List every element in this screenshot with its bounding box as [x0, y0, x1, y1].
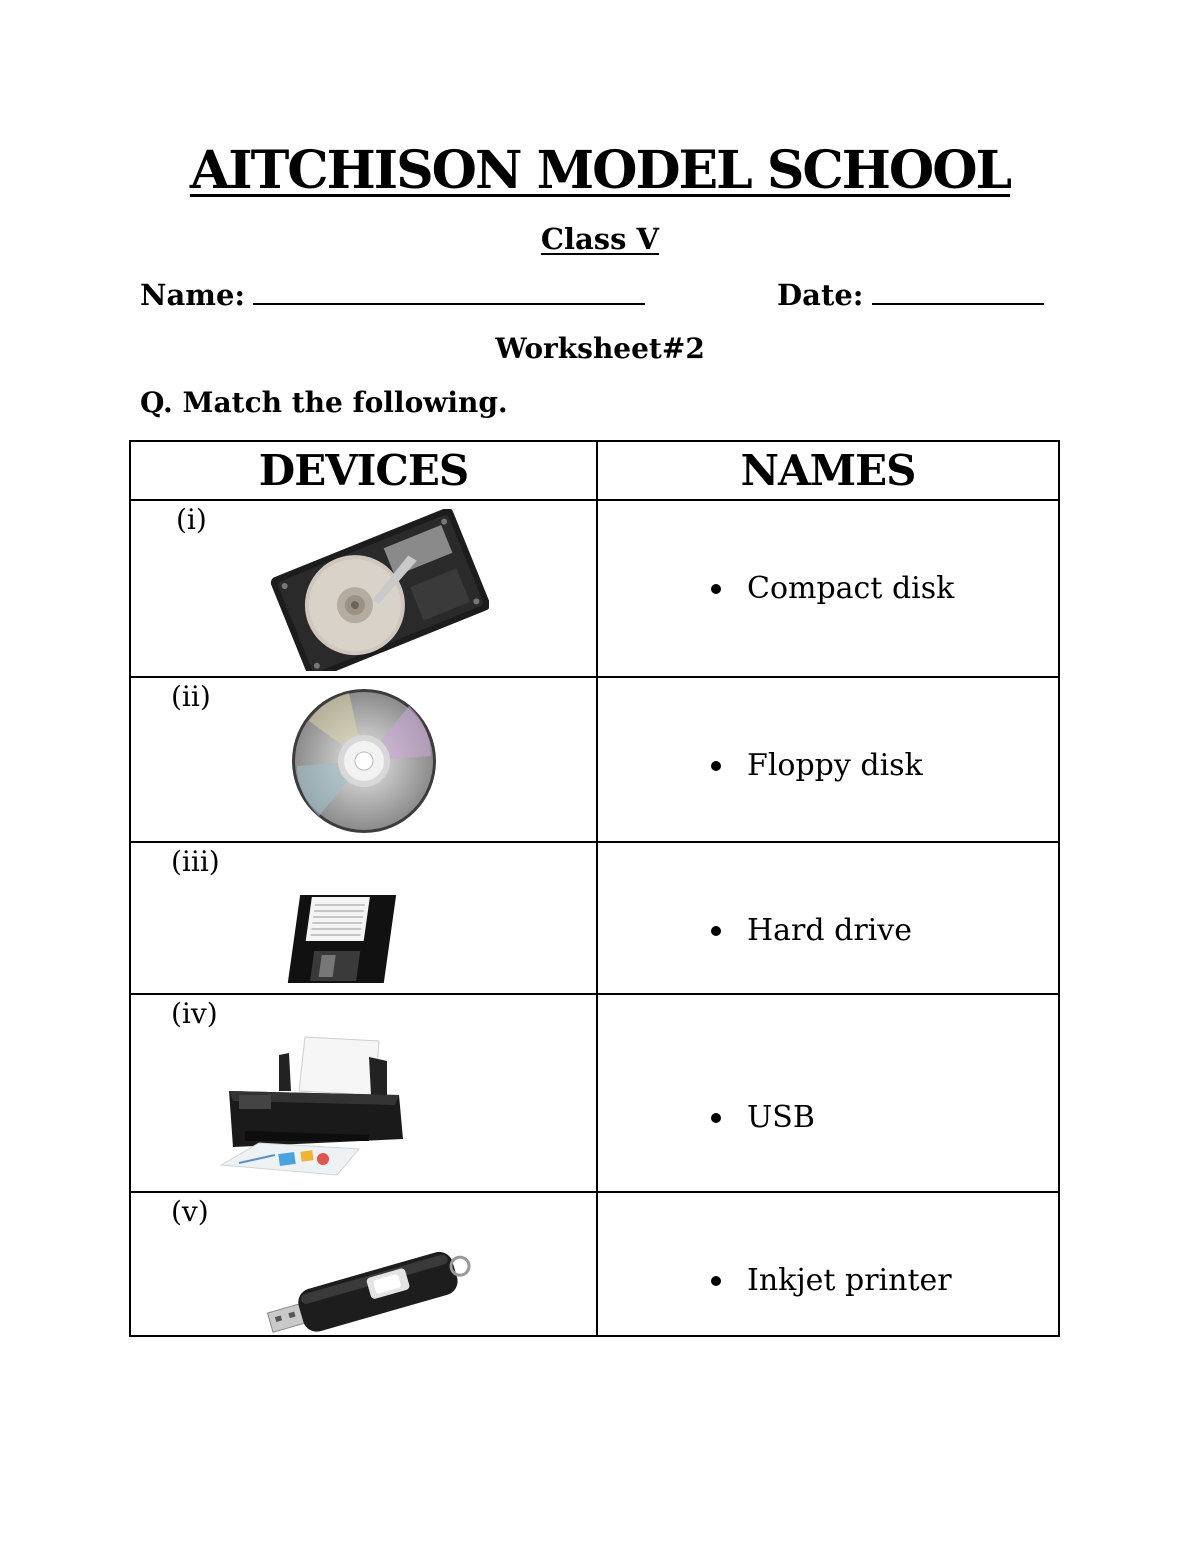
match-table — [129, 440, 1060, 1337]
table-row — [130, 500, 1059, 677]
names-header: NAMES — [597, 441, 1059, 500]
row-number: (iii) — [171, 845, 220, 878]
name-cell — [597, 1192, 1059, 1336]
name-label: Name: — [140, 278, 246, 312]
list-item[interactable] — [711, 1100, 815, 1135]
device-name: Hard drive — [747, 913, 912, 948]
hard-drive-icon — [269, 509, 489, 671]
inkjet-printer-icon — [219, 1035, 419, 1180]
device-name: USB — [747, 1100, 815, 1135]
bullet-icon — [711, 1113, 721, 1123]
table-row — [130, 1192, 1059, 1336]
name-cell — [597, 842, 1059, 994]
question-text: Q. Match the following. — [140, 386, 508, 419]
table-row — [130, 842, 1059, 994]
bullet-icon — [711, 761, 721, 771]
row-number: (v) — [171, 1195, 209, 1228]
list-item[interactable] — [711, 913, 912, 948]
device-name: Floppy disk — [747, 748, 923, 783]
device-name: Compact disk — [747, 571, 955, 606]
device-cell — [130, 500, 597, 677]
device-cell — [130, 677, 597, 842]
table-row — [130, 994, 1059, 1192]
name-blank-line[interactable] — [253, 285, 645, 305]
table-row — [130, 677, 1059, 842]
devices-header: DEVICES — [130, 441, 597, 500]
name-row — [140, 278, 645, 312]
bullet-icon — [711, 1276, 721, 1286]
table-header-row — [130, 441, 1059, 500]
name-cell — [597, 500, 1059, 677]
date-row — [777, 278, 1044, 312]
list-item[interactable] — [711, 1263, 952, 1298]
name-cell — [597, 994, 1059, 1192]
device-cell — [130, 842, 597, 994]
device-name: Inkjet printer — [747, 1263, 952, 1298]
device-cell — [130, 994, 597, 1192]
worksheet-number: Worksheet#2 — [495, 332, 705, 365]
school-title: AITCHISON MODEL SCHOOL — [189, 140, 1011, 201]
row-number: (ii) — [171, 680, 211, 713]
compact-disk-icon — [289, 686, 439, 836]
date-label: Date: — [777, 278, 864, 312]
bullet-icon — [711, 584, 721, 594]
device-cell — [130, 1192, 597, 1336]
list-item[interactable] — [711, 571, 954, 606]
bullet-icon — [711, 926, 721, 936]
list-item[interactable] — [711, 748, 923, 783]
date-blank-line[interactable] — [872, 285, 1044, 305]
class-label: Class V — [540, 222, 660, 256]
row-number: (iv) — [171, 997, 218, 1030]
floppy-disk-icon — [283, 889, 401, 989]
usb-drive-icon — [255, 1233, 475, 1333]
row-number: (i) — [176, 503, 207, 536]
name-cell — [597, 677, 1059, 842]
